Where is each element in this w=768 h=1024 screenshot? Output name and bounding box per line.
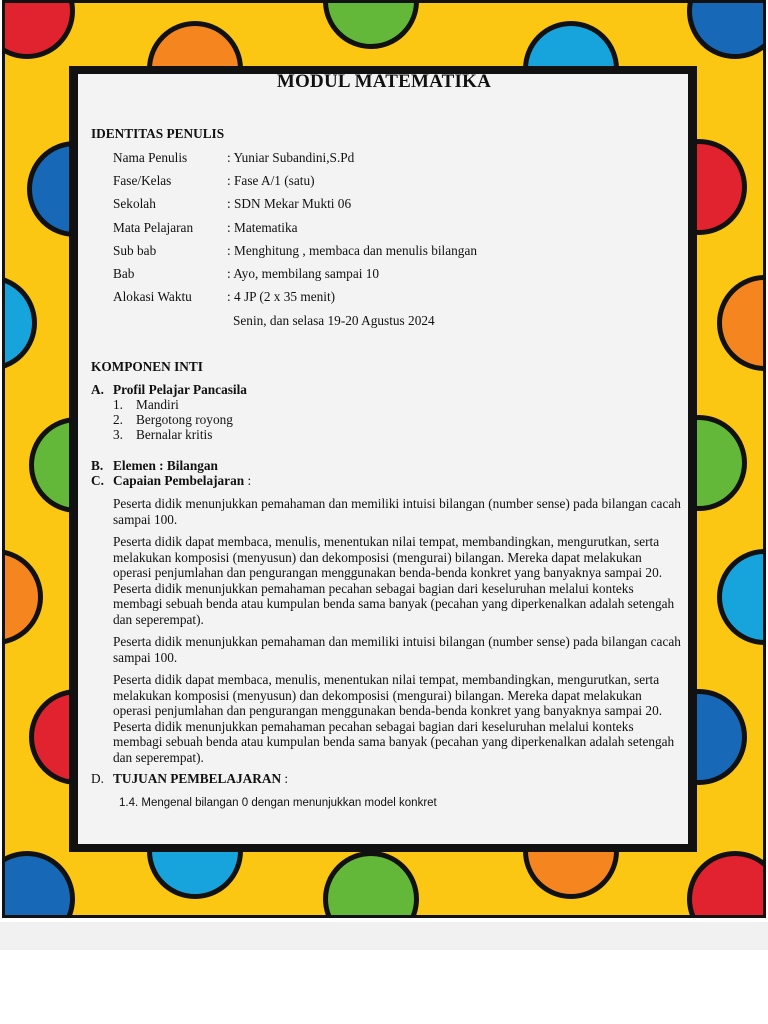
border-dot-blue xyxy=(687,0,766,59)
identitas-label: Sekolah xyxy=(113,196,156,211)
identitas-label: Mata Pelajaran xyxy=(113,220,194,235)
identitas-label: Bab xyxy=(113,266,135,281)
profil-number: 1. xyxy=(113,397,123,412)
capaian-paragraph: Peserta didik menunjukkan pemahaman dan memiliki intuisi bilangan (number sense) pada bilangan cacah sampai 100. xyxy=(113,634,681,665)
identitas-value: : Menghitung , membaca dan menulis bilangan xyxy=(227,243,477,258)
profil-number: 3. xyxy=(113,427,123,442)
identitas-label: Fase/Kelas xyxy=(113,173,172,188)
border-dot-red xyxy=(2,0,75,59)
border-dot-cyan xyxy=(717,549,766,645)
identitas-value: : Fase A/1 (satu) xyxy=(227,173,315,188)
komponen-heading: KOMPONEN INTI xyxy=(91,359,203,374)
profil-item: Bergotong royong xyxy=(136,412,233,427)
identitas-label: Sub bab xyxy=(113,243,157,258)
tujuan-item: 1.4. Mengenal bilangan 0 dengan menunjukkan model konkret xyxy=(119,797,437,809)
section-d-marker: D. xyxy=(91,771,104,786)
section-a-title: Profil Pelajar Pancasila xyxy=(113,382,247,397)
section-c-title: Capaian Pembelajaran xyxy=(113,473,245,488)
section-d-colon: : xyxy=(281,771,289,786)
section-c-colon: : xyxy=(244,473,252,488)
border-dot-orange xyxy=(2,549,43,645)
identitas-value: : SDN Mekar Mukti 06 xyxy=(227,196,352,211)
profil-item: Mandiri xyxy=(136,397,179,412)
identitas-value: : 4 JP (2 x 35 menit) xyxy=(227,289,336,304)
capaian-paragraph: Peserta didik menunjukkan pemahaman dan memiliki intuisi bilangan (number sense) pada bilangan cacah sampai 100. xyxy=(113,496,681,527)
border-dot-green xyxy=(323,851,419,918)
section-d-heading xyxy=(113,771,288,787)
capaian-paragraph: Peserta didik dapat membaca, menulis, menentukan nilai tempat, membandingkan, mengurutkan, serta melakukan komposisi (menyusun) dan dekomposisi (mengurai) bilangan. Mereka dapat melakukan operasi penjumlahan dan pengurangan menggunakan benda-benda konkret yang banyaknya sampai 20. Peserta didik menunjukkan pemahaman pecahan sebagai bagian dari keseluruhan melalui konteks membagi sebuah benda atau kumpulan benda sama banyak (pecahan yang diperkenalkan adalah setengah dan seperempat). xyxy=(113,672,675,765)
border-dot-cyan xyxy=(2,275,37,371)
border-dot-green xyxy=(323,0,419,49)
capaian-paragraph: Peserta didik dapat membaca, menulis, menentukan nilai tempat, membandingkan, mengurutkan, serta melakukan komposisi (menyusun) dan dekomposisi (mengurai) bilangan. Mereka dapat melakukan operasi penjumlahan dan pengurangan menggunakan benda-benda konkret yang banyaknya sampai 20. Peserta didik menunjukkan pemahaman pecahan sebagai bagian dari keseluruhan melalui konteks membagi sebuah benda atau kumpulan benda sama banyak (pecahan yang diperkenalkan adalah setengah dan seperempat). xyxy=(113,534,675,627)
page-title: MODUL MATEMATIKA xyxy=(276,71,492,92)
identitas-label: Alokasi Waktu xyxy=(113,289,192,304)
date-line: Senin, dan selasa 19-20 Agustus 2024 xyxy=(233,313,435,328)
section-d-title: TUJUAN PEMBELAJARAN xyxy=(113,771,282,786)
identitas-value: : Yuniar Subandini,S.Pd xyxy=(227,150,355,165)
section-b-title: Elemen : Bilangan xyxy=(113,458,218,473)
border-dot-blue xyxy=(2,851,75,918)
profil-number: 2. xyxy=(113,412,123,427)
section-b-marker: B. xyxy=(91,458,104,473)
profil-item: Bernalar kritis xyxy=(136,427,213,442)
border-dot-red xyxy=(687,851,766,918)
identitas-heading: IDENTITAS PENULIS xyxy=(91,126,225,141)
page-gap xyxy=(0,922,768,950)
section-a-marker: A. xyxy=(91,382,104,397)
identitas-label: Nama Penulis xyxy=(113,150,188,165)
border-dot-orange xyxy=(717,275,766,371)
section-c-marker: C. xyxy=(91,473,104,488)
identitas-value: : Ayo, membilang sampai 10 xyxy=(227,266,380,281)
identitas-value: : Matematika xyxy=(227,220,298,235)
section-c-heading xyxy=(113,473,251,489)
